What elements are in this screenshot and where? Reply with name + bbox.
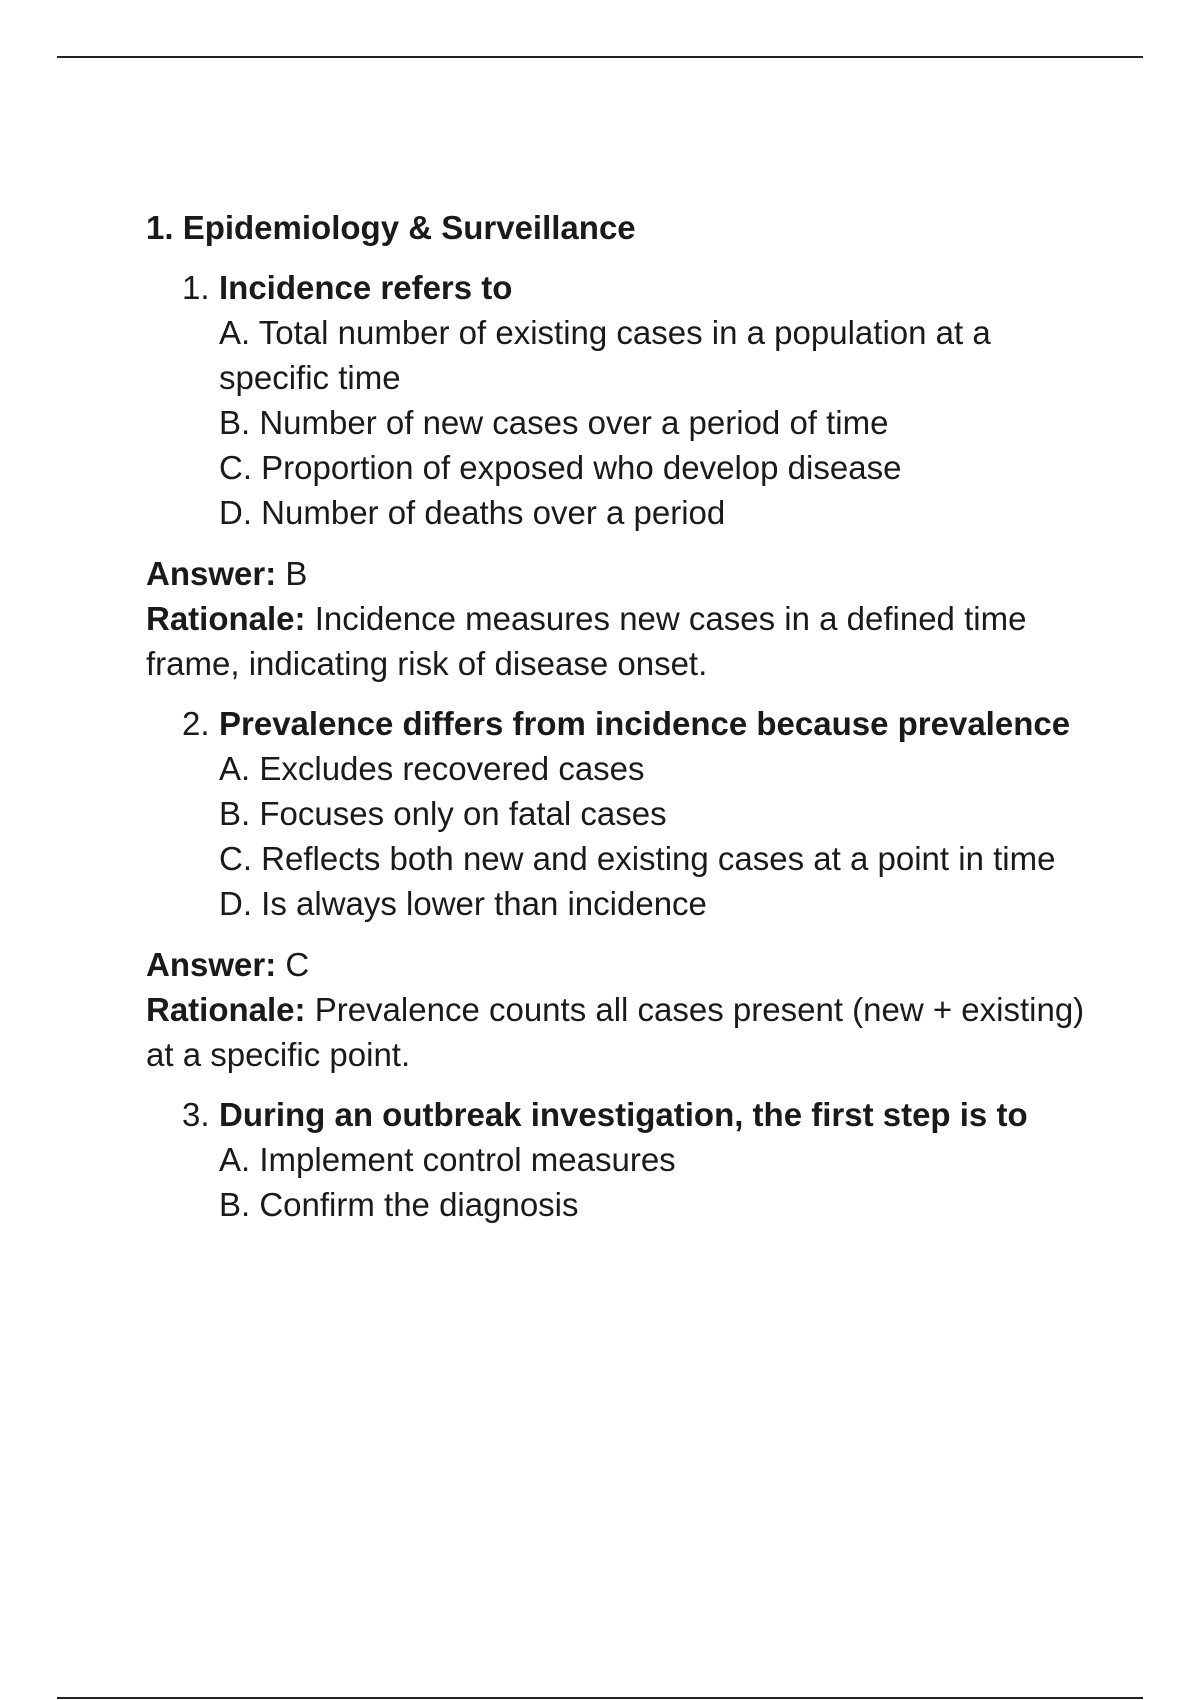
answer-value: C [276,946,310,983]
option-b: B. Confirm the diagnosis [219,1186,579,1223]
answer-line [146,551,1086,596]
option-a: A. Total number of existing cases in a population at a specific time [219,314,991,396]
question-number: 3. [182,1096,210,1133]
question-3 [182,1092,1086,1227]
option-a: A. Excludes recovered cases [219,750,645,787]
option-c: C. Proportion of exposed who develop disease [219,449,902,486]
question-stem: Prevalence differs from incidence because prevalence [219,705,1071,742]
answer-label: Answer: [146,555,277,592]
question-2 [182,701,1086,926]
answer-line [146,942,1086,987]
answer-block-1 [146,551,1086,686]
rationale-text: Prevalence counts all cases present (new + existing) at a specific point. [146,991,1085,1073]
rationale-label: Rationale: [146,600,306,637]
option-a: A. Implement control measures [219,1141,676,1178]
question-number: 2. [182,705,210,742]
answer-block-2 [146,942,1086,1077]
answer-value: B [276,555,308,592]
rationale-line [146,987,1086,1077]
option-b: B. Number of new cases over a period of time [219,404,889,441]
rationale-line [146,596,1086,686]
section-title: 1. Epidemiology & Surveillance [146,209,636,246]
option-c: C. Reflects both new and existing cases at a point in time [219,840,1056,877]
rationale-text: Incidence measures new cases in a defined time frame, indicating risk of disease onset. [146,600,1027,682]
rationale-label: Rationale: [146,991,306,1028]
question-body [219,265,1086,535]
question-body [219,1092,1086,1227]
question-body [219,701,1086,926]
header-rule [57,56,1143,58]
question-stem: During an outbreak investigation, the first step is to [219,1096,1028,1133]
footer-rule [57,1697,1143,1699]
option-d: D. Number of deaths over a period [219,494,726,531]
answer-label: Answer: [146,946,277,983]
option-d: D. Is always lower than incidence [219,885,707,922]
option-b: B. Focuses only on fatal cases [219,795,667,832]
document-content [146,205,1086,1227]
question-number: 1. [182,269,210,306]
question-1 [182,265,1086,535]
question-stem: Incidence refers to [219,269,513,306]
